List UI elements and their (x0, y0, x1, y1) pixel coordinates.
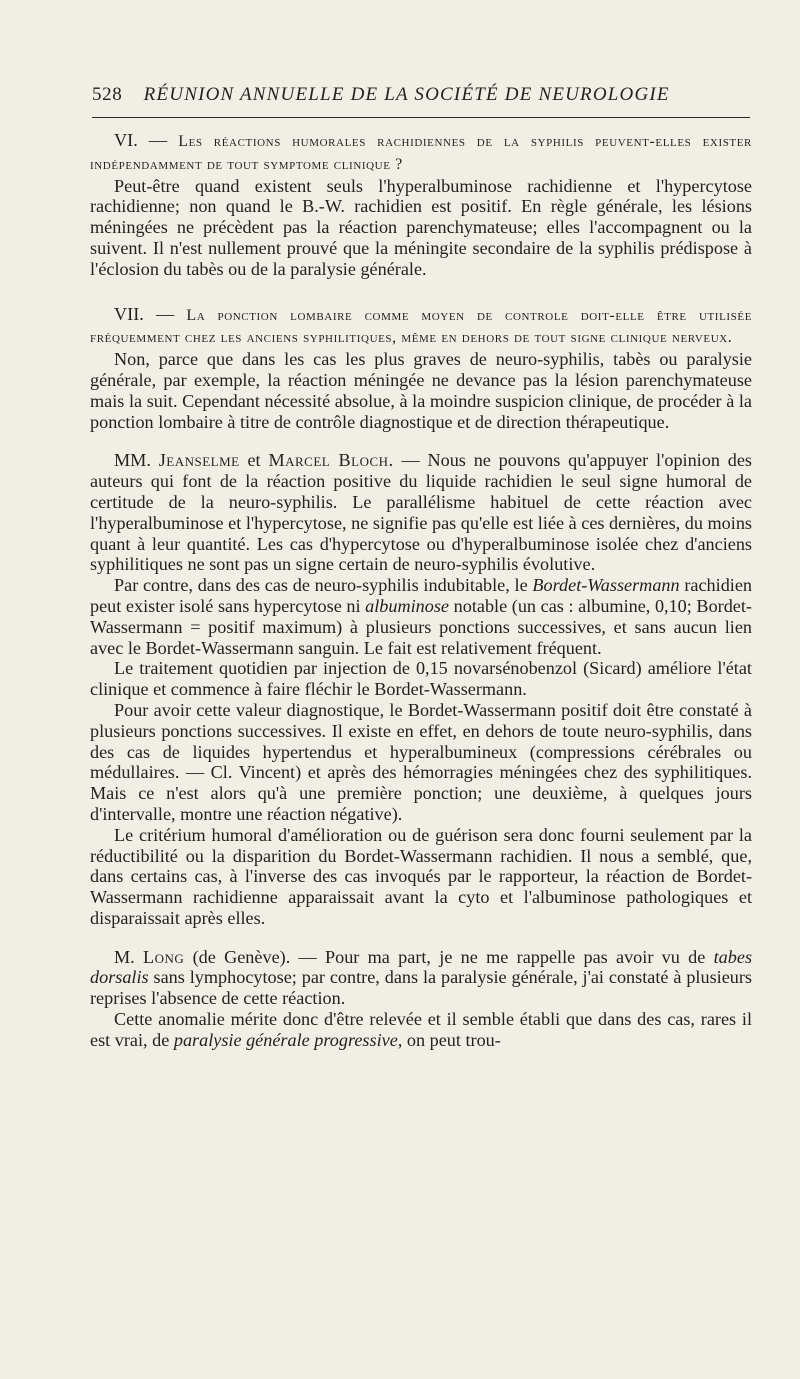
long-p1-text-a: (de Genève). — Pour ma part, je ne me rappelle pas avoir vu de (192, 946, 706, 967)
page-number: 528 (92, 84, 123, 105)
long-prefix: M. (114, 946, 135, 967)
jeanselme-paragraph-2 (90, 575, 752, 658)
section-gap (90, 280, 752, 298)
question-vii-text: La ponction lombaire comme moyen de controle doit-elle être utilisée fréquemment chez les anciens syphilitiques, même en dehors de tout signe clinique nerveux. (90, 306, 753, 347)
long-p2-text-b: on peut trou- (406, 1029, 501, 1050)
running-head (92, 84, 712, 106)
question-vii (90, 304, 752, 350)
section-gap (90, 432, 752, 450)
long-paragraph-1 (90, 947, 752, 1009)
jeanselme-paragraph-5: Le critérium humoral d'amélioration ou de guérison sera donc fourni seulement par la réductibilité ou la disparition du Bordet-Wassermann rachidien. Il nous a semblé, que, dans certains cas, à l'inverse des cas invoqués par le rapporteur, la réaction de Bordet-Wassermann rachidienne apparaissait avant la cyto et l'albuminose pathologiques et disparaissait après elles. (90, 824, 752, 928)
jeanselme-paragraph-3: Le traitement quotidien par injection de 0,15 novarsénobenzol (Sicard) améliore l'état clinique et commence à faire fléchir le Bordet-Wassermann. (90, 658, 752, 700)
speaker-prefix: MM. (114, 450, 151, 471)
long-p1-italic: tabes dorsalis (90, 946, 753, 988)
answer-vi: Peut-être quand existent seuls l'hyperalbuminose rachidienne et l'hypercytose rachidienne; non quand le B.-W. rachidien est positif. En règle générale, les lésions méningées ne précèdent pas la réaction parenchymateuse; elles l'accompagnent ou la suivent. Il n'est nullement prouvé que la méningite secondaire de la syphilis prédispose à l'éclosion du tabès ou de la paralysie générale. (90, 175, 752, 279)
p2-text-c: notable (un cas : albumine, 0,10; Bordet-Wassermann = positif maximum) à plusieurs ponctions successives, et sans aucun lien avec le Bordet-Wassermann sanguin. Le fait est relativement fréquent. (90, 595, 752, 658)
long-paragraph-2 (90, 1009, 752, 1051)
running-title: RÉUNION ANNUELLE DE LA SOCIÉTÉ DE NEUROLOGIE (143, 84, 670, 105)
question-vii-number: VII. — (114, 303, 175, 324)
speaker-long: Long (143, 946, 185, 967)
p2-text-a: Par contre, dans des cas de neuro-syphilis indubitable, le (114, 575, 528, 596)
page-body (90, 124, 752, 1051)
speaker-connector: et (247, 450, 261, 471)
jeanselme-paragraph-4: Pour avoir cette valeur diagnostique, le Bordet-Wassermann positif doit être constaté à plusieurs ponctions successives. Il existe en effet, en dehors de toute neuro-syphilis, dans des cas de liquides hypertendus et hyperalbumineux (compressions cérébrales ou médullaires. — Cl. Vincent) et après des hémorragies méningées chez des syphilitiques. Mais ce n'est alors qu'à une première ponction; une deuxième, à quelques jours d'intervalle, montre une réaction négative). (90, 699, 752, 824)
question-vi-number: VI. — (114, 130, 168, 150)
long-p1-text-b: sans lymphocytose; par contre, dans la paralysie générale, j'ai constaté à plusieurs reprises l'absence de cette réaction. (90, 967, 752, 1009)
p2-italic-albuminose: albuminose (365, 595, 450, 616)
speaker-bloch: Marcel Bloch. (268, 450, 394, 471)
header-rule (92, 117, 750, 118)
jeanselme-p1-text: — Nous ne pouvons qu'appuyer l'opinion des auteurs qui font de la réaction positive du liquide rachidien le seul signe humoral de certitude de la neuro-syphilis. Le parallélisme habituel de cette réaction avec l'hyperalbuminose et l'hypercytose, ne signifie pas qu'elle est liée à ces dernières, du moins quant à leur quantité. Les cas d'hypercytose ou d'hyperalbuminose isolée chez d'anciens syphilitiques ne sont pas un signe certain de neuro-syphilis évolutive. (90, 450, 752, 575)
question-vi-text: Les réactions humorales rachidiennes de la syphilis peuvent-elles exister indépendamment de tout symptome clinique ? (90, 133, 752, 173)
section-gap (90, 929, 752, 947)
long-p2-italic: paralysie générale progressive, (173, 1029, 403, 1050)
answer-vii: Non, parce que dans les cas les plus graves de neuro-syphilis, tabès ou paralysie générale, par exemple, la réaction méningée ne devance pas la lésion parenchymateuse mais la suit. Cependant nécessité absolue, à la moindre suspicion clinique, de procéder à la ponction lombaire à titre de contrôle diagnostique et de direction thérapeutique. (90, 349, 752, 432)
p2-italic-bordet: Bordet-Wassermann (532, 575, 680, 596)
p2-text-b: rachidien peut exister isolé sans hypercytose ni (90, 575, 753, 616)
jeanselme-paragraph-1 (90, 450, 752, 575)
long-p2-text-a: Cette anomalie mérite donc d'être relevée et il semble établi que dans des cas, rares il est vrai, de (90, 1009, 752, 1050)
speaker-jeanselme: Jeanselme (158, 450, 240, 471)
question-vi (90, 130, 752, 176)
